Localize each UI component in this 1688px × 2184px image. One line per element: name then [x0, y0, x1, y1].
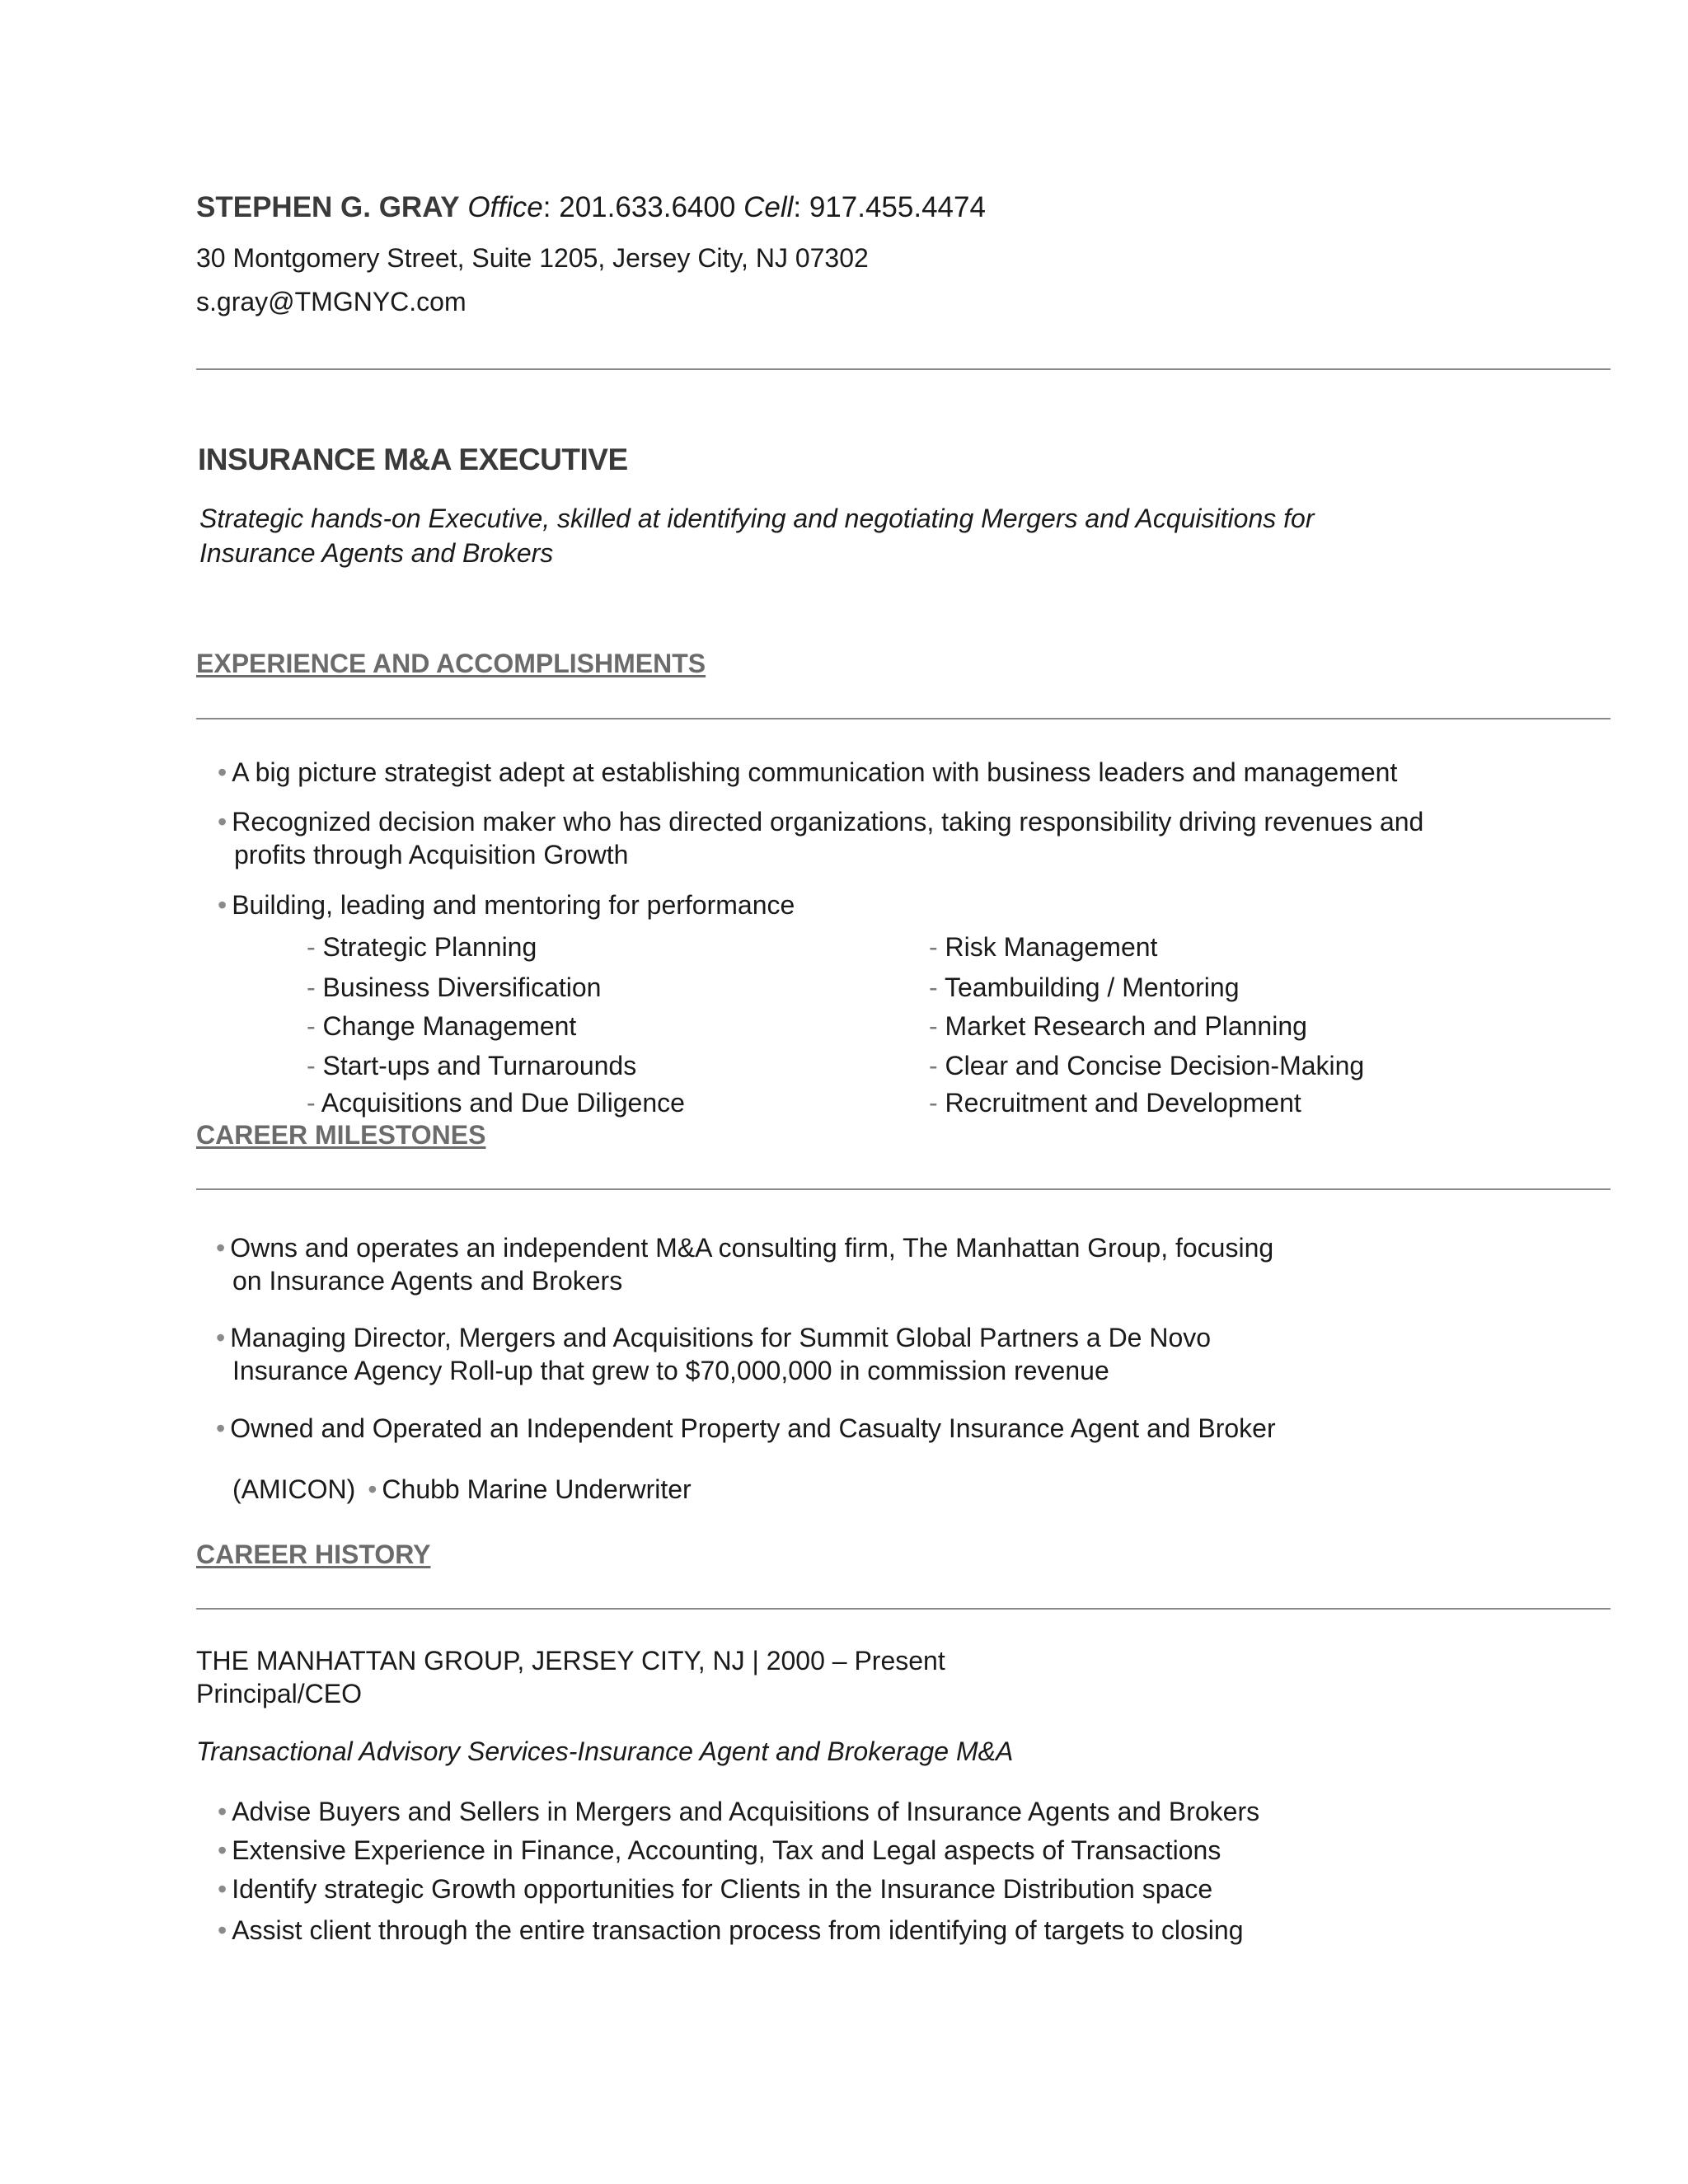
bullet-icon: •	[218, 1835, 227, 1865]
bullet-icon: •	[216, 1323, 226, 1352]
bullet-icon: •	[368, 1474, 377, 1504]
email: s.gray@TMGNYC.com	[196, 287, 467, 316]
skill-item: - Acquisitions and Due Diligence	[307, 1088, 685, 1118]
skill-item: - Strategic Planning	[307, 932, 537, 962]
candidate-name: STEPHEN G. GRAY	[196, 191, 460, 223]
job-title: Principal/CEO	[196, 1679, 362, 1708]
bullet-icon: •	[218, 1915, 227, 1945]
list-item: • Identify strategic Growth opportunities for Clients in the Insurance Distribution space	[218, 1874, 1213, 1904]
company-line: THE MANHATTAN GROUP, JERSEY CITY, NJ | 2000 – Present	[196, 1646, 945, 1675]
office-phone: : 201.633.6400	[542, 191, 736, 223]
skill-item: - Change Management	[307, 1011, 577, 1041]
history-heading: CAREER HISTORY	[196, 1540, 431, 1569]
list-item: (AMICON) • Chubb Marine Underwriter	[232, 1474, 692, 1504]
cell-phone: : 917.455.4474	[793, 191, 986, 223]
divider	[196, 1188, 1611, 1190]
cell-label: Cell	[743, 191, 794, 223]
bullet-icon: •	[218, 807, 227, 837]
headline: INSURANCE M&A EXECUTIVE	[198, 443, 628, 476]
divider	[196, 1608, 1611, 1610]
skill-item: - Teambuilding / Mentoring	[929, 972, 1240, 1002]
list-item: • Managing Director, Mergers and Acquisitions for Summit Global Partners a De Novo Insurance Agency Roll-up that grew to $70,000,000 in commission revenue	[216, 1323, 1212, 1385]
bullet-icon: •	[218, 1797, 227, 1826]
divider	[196, 368, 1611, 370]
address: 30 Montgomery Street, Suite 1205, Jersey City, NJ 07302	[196, 243, 869, 273]
bullet-icon: •	[216, 1413, 226, 1443]
skill-item: - Risk Management	[929, 932, 1158, 962]
list-item: • Assist client through the entire transaction process from identifying of targets to closing	[218, 1915, 1244, 1945]
experience-heading: EXPERIENCE AND ACCOMPLISHMENTS	[196, 649, 706, 678]
tagline: Strategic hands-on Executive, skilled at identifying and negotiating Mergers and Acquisitions for Insurance Agents and Brokers	[199, 504, 1315, 568]
list-item: • Owned and Operated an Independent Property and Casualty Insurance Agent and Broker	[216, 1413, 1276, 1443]
bullet-icon: •	[218, 1874, 227, 1904]
skill-item: - Start-ups and Turnarounds	[307, 1051, 637, 1080]
list-item: • Recognized decision maker who has directed organizations, taking responsibility driving revenues and profits through Acquisition Growth	[218, 807, 1424, 869]
contact-line	[196, 191, 986, 224]
bullet-icon: •	[218, 890, 227, 920]
skill-item: - Clear and Concise Decision-Making	[929, 1051, 1365, 1080]
list-item: • Extensive Experience in Finance, Accounting, Tax and Legal aspects of Transactions	[218, 1835, 1221, 1865]
divider	[196, 718, 1611, 719]
office-label: Office	[467, 191, 543, 223]
list-item: • Owns and operates an independent M&A consulting firm, The Manhattan Group, focusing on Insurance Agents and Brokers	[216, 1233, 1274, 1296]
services-line: Transactional Advisory Services-Insurance Agent and Brokerage M&A	[196, 1736, 1014, 1766]
skill-item: - Recruitment and Development	[929, 1088, 1301, 1118]
bullet-icon: •	[218, 757, 227, 787]
list-item: • Advise Buyers and Sellers in Mergers and Acquisitions of Insurance Agents and Brokers	[218, 1797, 1260, 1826]
skill-item: - Business Diversification	[307, 972, 602, 1002]
bullet-icon: •	[216, 1233, 226, 1263]
list-item: • Building, leading and mentoring for performance	[218, 890, 795, 920]
milestones-heading: CAREER MILESTONES	[196, 1120, 486, 1150]
skill-item: - Market Research and Planning	[929, 1011, 1307, 1041]
list-item: • A big picture strategist adept at establishing communication with business leaders and management	[218, 757, 1398, 787]
